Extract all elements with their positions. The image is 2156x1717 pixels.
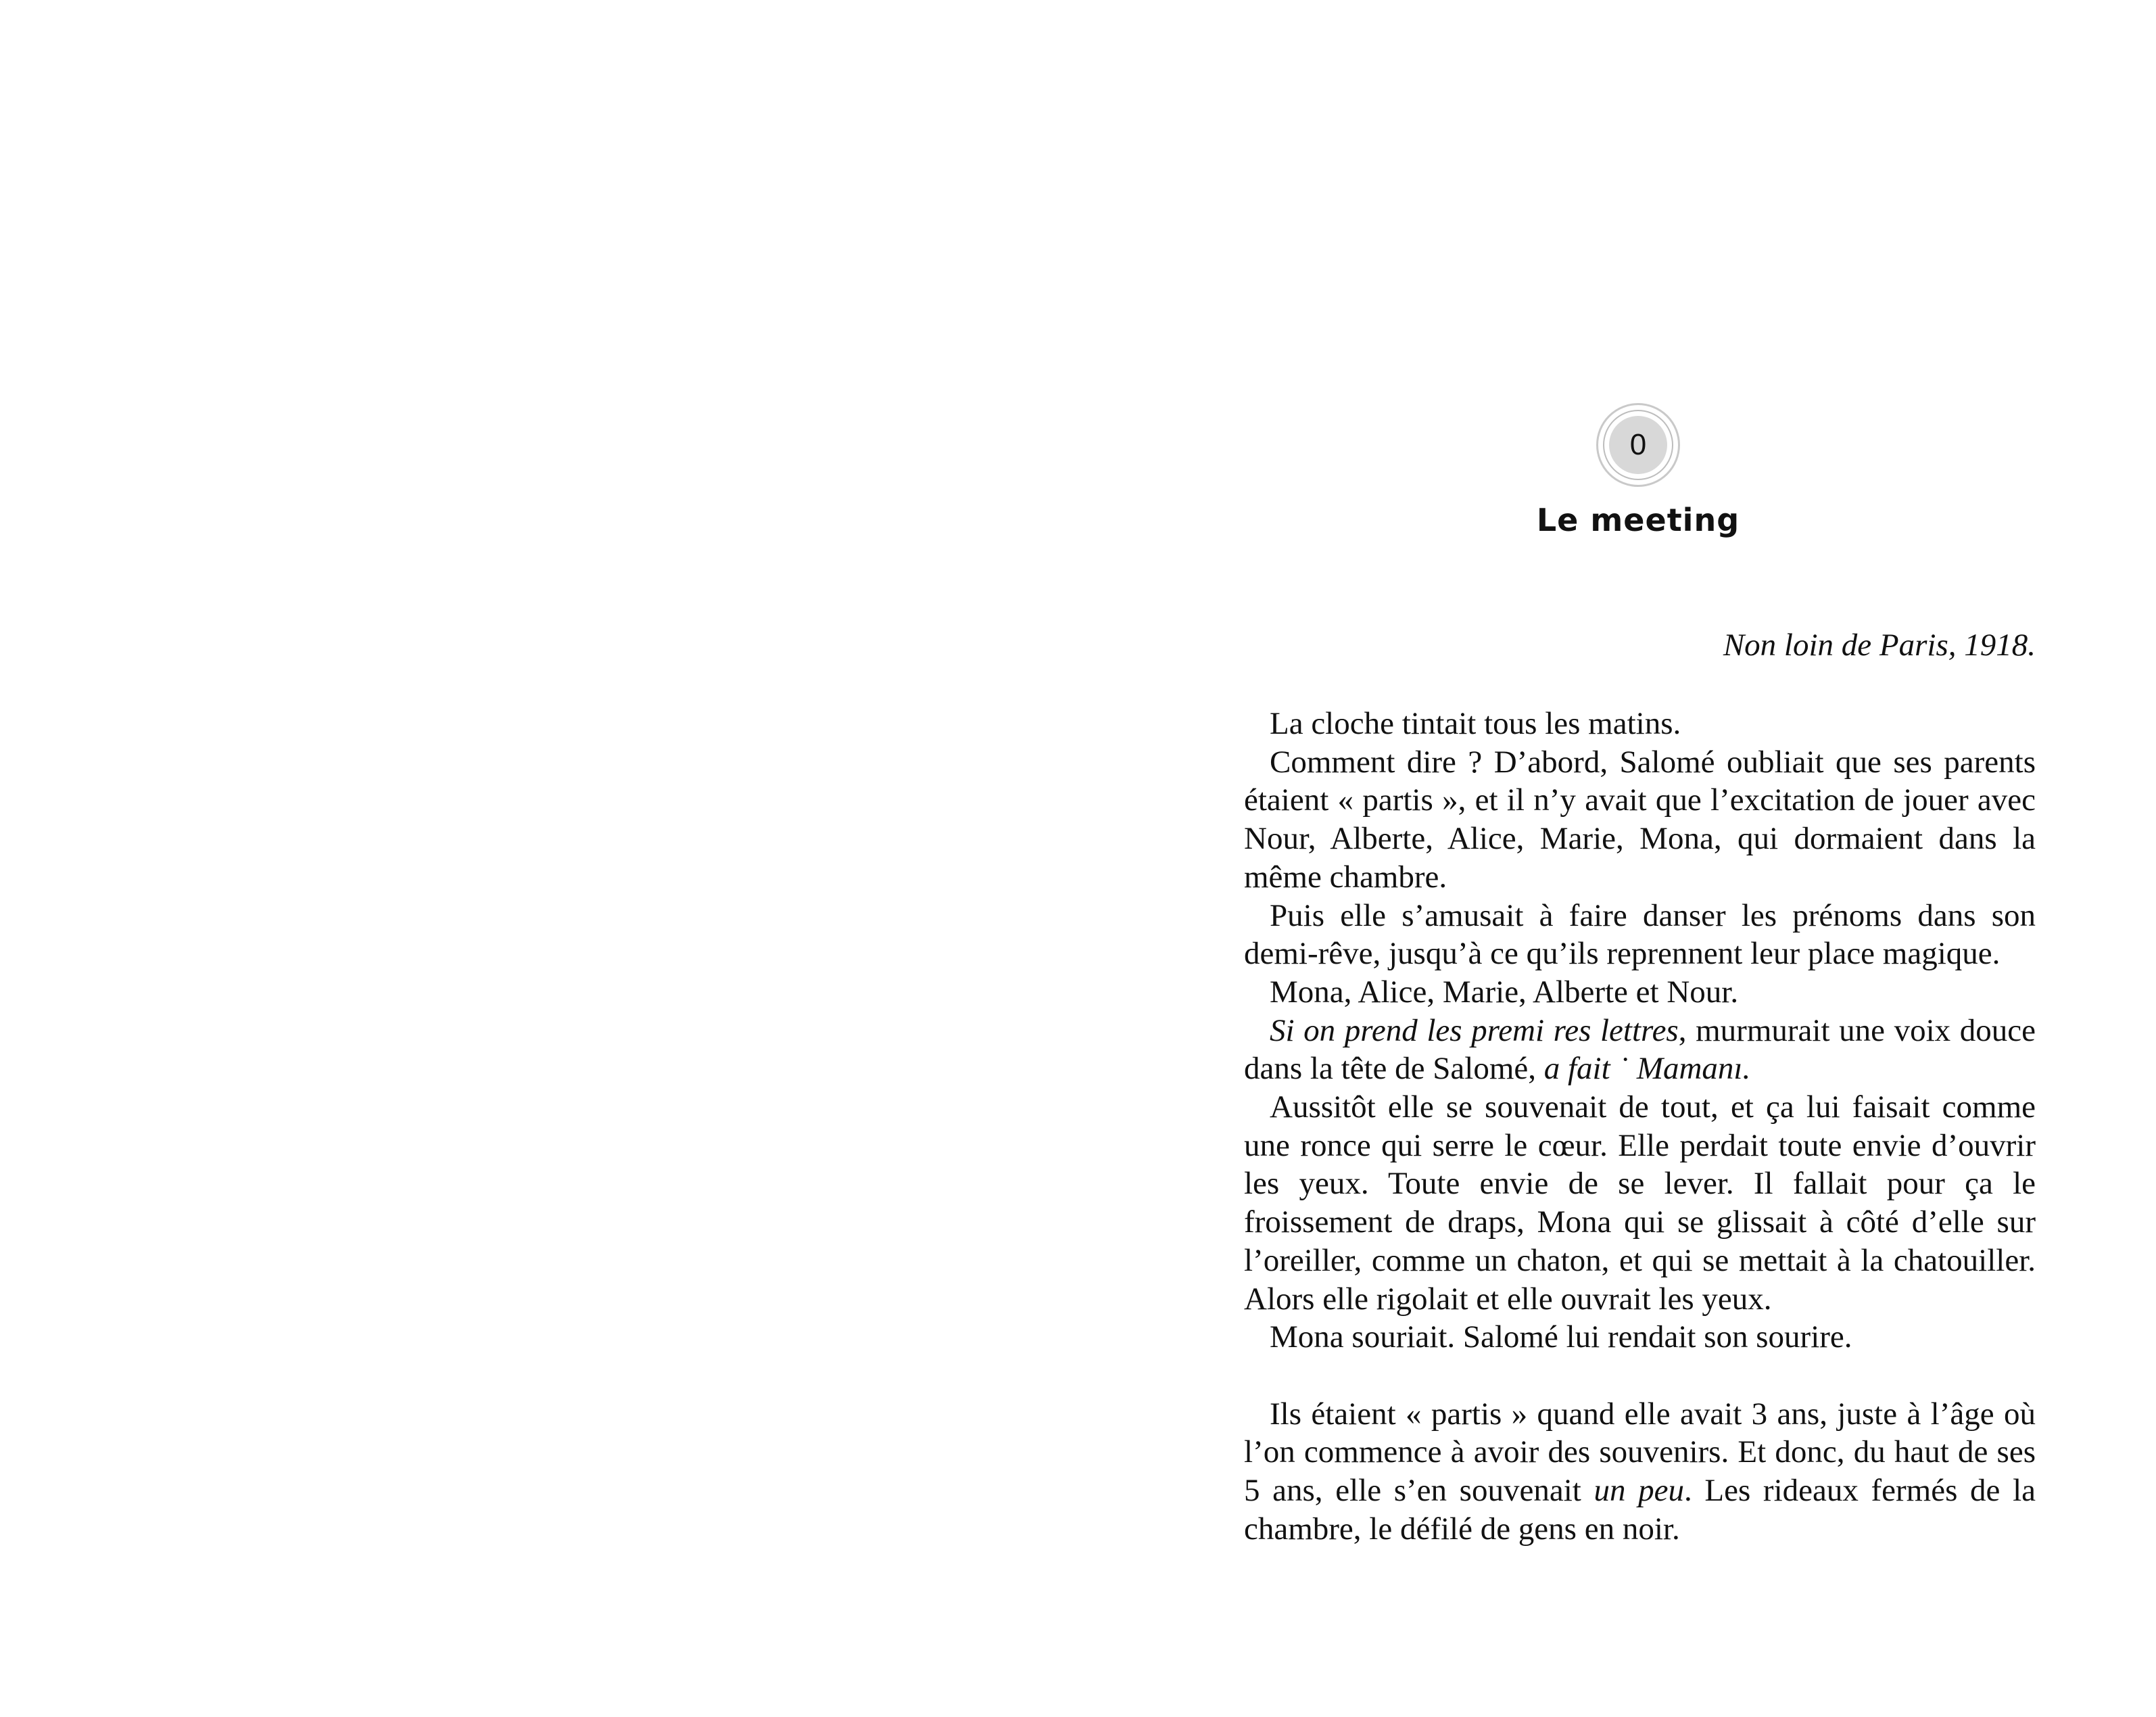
place-date-line: Non loin de Paris, 1918.: [1723, 628, 2036, 663]
chapter-number-ring: [1603, 410, 1673, 480]
paragraph-8-text-start: Ils étaient « partis » quand elle avait 3 ans, juste à l’âge où l’on commence à avoir des souvenirs. Et donc, du haut de ses 5 ans, elle s’en souvenait: [1244, 1396, 2036, 1509]
paragraph-1: La cloche tintait tous les matins.: [1270, 706, 1681, 741]
chapter-body-text: [1244, 705, 2036, 1548]
section-break: [1244, 1357, 2036, 1395]
chapter-number: 0: [1609, 416, 1667, 474]
paragraph-3: Puis elle s’amusait à faire danser les prénoms dans son demi-rêve, jusqu’à ce qu’ils reprennent leur place magique.: [1244, 897, 2036, 972]
italic-phrase-first-letters: Si on prend les premi res lettres: [1270, 1012, 1679, 1048]
paragraph-2: Comment dire ? D’abord, Salomé oubliait que ses parents étaient « partis », et il n’y avait que l’excitation de jouer avec Nour, Alberte, Alice, Marie, Mona, qui dormaient dans la même chambre.: [1244, 744, 2036, 895]
paragraph-7: Mona souriait. Salomé lui rendait son sourire.: [1270, 1319, 1852, 1355]
paragraph-6: Aussitôt elle se souvenait de tout, et ça lui faisait comme une ronce qui serre le cœur. Elle perdait toute envie d’ouvrir les yeux. Toute envie de se lever. Il fallait pour ça le froissement de draps, Mona qui se glissait à côté d’elle sur l’oreiller, comme un chaton, et qui se mettait à la chatouiller. Alors elle rigolait et elle ouvrait les yeux.: [1244, 1089, 2036, 1317]
chapter-number-badge: [1596, 403, 1680, 487]
paragraph-8: [1244, 1395, 2036, 1549]
italic-phrase-maman: a fait ˙ Mamanı.: [1543, 1051, 1751, 1087]
paragraph-4: Mona, Alice, Marie, Alberte et Nour.: [1270, 974, 1739, 1010]
chapter-title: Le meeting: [1536, 502, 1740, 538]
italic-phrase-un-peu: un peu: [1594, 1473, 1684, 1509]
paragraph-8-text-end: . Les rideaux fermés de la chambre, le défilé de gens en noir.: [1244, 1473, 2036, 1547]
paragraph-5-text: , murmurait une voix douce dans la tête de Salomé,: [1244, 1012, 2036, 1087]
paragraph-5: [1244, 1012, 2036, 1088]
